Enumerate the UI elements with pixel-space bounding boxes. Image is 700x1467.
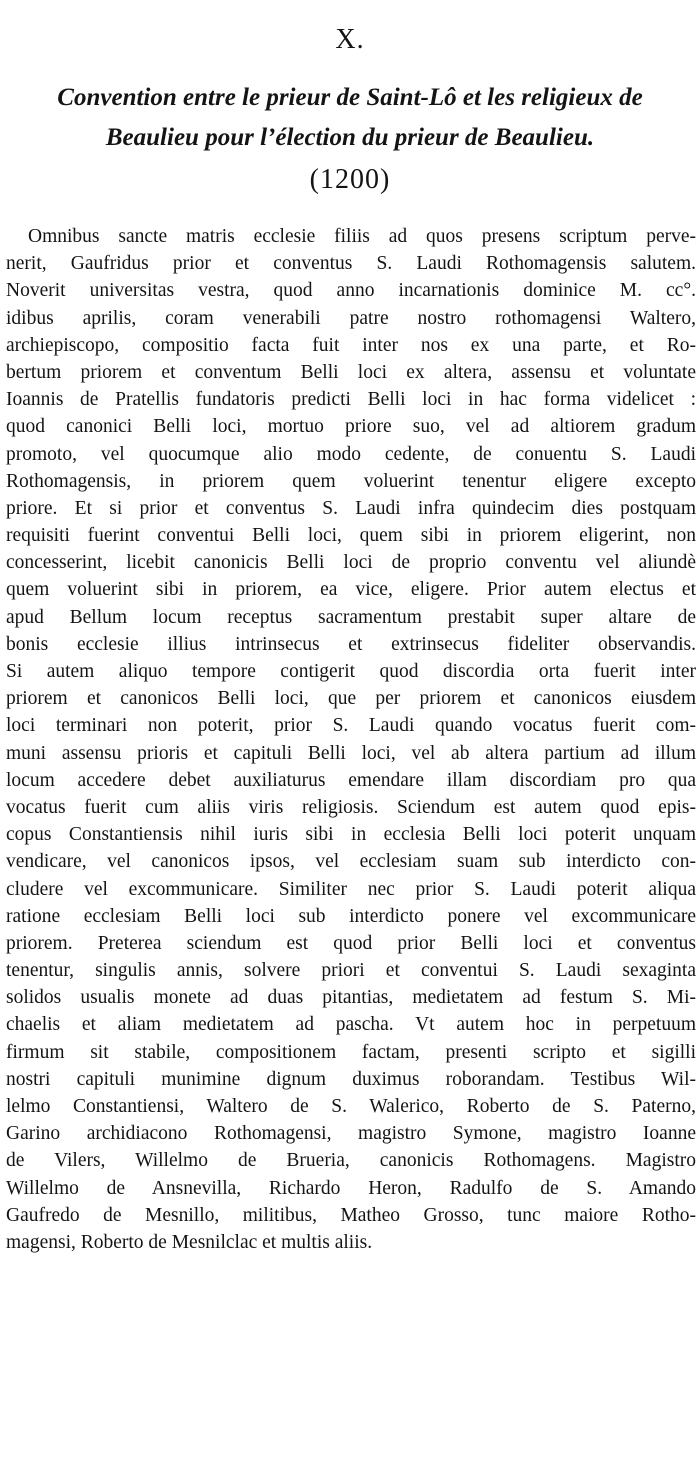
text-line: chaelis et aliam medietatem ad pascha. Vt autem hoc in perpetuum (6, 1014, 696, 1036)
title-line: Convention entre le prieur de Saint-Lô et les religieux de (57, 84, 643, 111)
text-line: vocatus fuerit cum aliis viris religiosis. Sciendum est autem quod epis- (6, 796, 696, 818)
text-line: concesserint, licebit canonicis Belli loci de proprio conventu vel aliundè (6, 552, 696, 574)
text-line: nostri capituli munimine dignum duximus roborandam. Testibus Wil- (6, 1068, 696, 1090)
text-line: magensi, Roberto de Mesnilclac et multis aliis. (6, 1231, 373, 1253)
text-line: requisiti fuerint conventui Belli loci, quem sibi in priorem eligerint, non (6, 525, 696, 547)
text-line: cludere vel excommunicare. Similiter nec prior S. Laudi poterit aliqua (6, 878, 696, 900)
text-line: tenentur, singulis annis, solvere priori et conventui S. Laudi sexaginta (6, 960, 696, 982)
text-line: loci terminari non poterit, prior S. Laudi quando vocatus fuerit com- (6, 715, 696, 737)
text-line: solidos usualis monete ad duas pitantias, medietatem ad festum S. Mi- (6, 987, 696, 1009)
text-line: copus Constantiensis nihil iuris sibi in ecclesia Belli loci poterit unquam (6, 824, 696, 846)
text-line: Garino archidiacono Rothomagensi, magistro Symone, magistro Ioanne (6, 1123, 696, 1145)
text-line: Si autem aliquo tempore contigerit quod discordia orta fuerit inter (6, 661, 696, 682)
body-text (6, 223, 696, 1256)
text-line: apud Bellum locum receptus sacramentum prestabit super altare de (6, 606, 696, 628)
text-line: priorem. Preterea sciendum est quod prior Belli loci et conventus (6, 932, 696, 954)
text-line: de Vilers, Willelmo de Brueria, canonicis Rothomagens. Magistro (6, 1150, 696, 1172)
text-line: archiepiscopo, compositio facta fuit inter nos ex una parte, et Ro- (6, 334, 696, 356)
document-year: (1200) (309, 164, 391, 195)
text-line: Rothomagensis, in priorem quem voluerint tenentur eligere excepto (6, 470, 696, 492)
text-line: quem voluerint sibi in priorem, ea vice, eligere. Prior autem electus et (6, 579, 696, 601)
text-line: firmum sit stabile, compositionem factam, presenti scripto et sigilli (6, 1041, 696, 1063)
text-line: bonis ecclesie illius intrinsecus et extrinsecus fideliter observandis. (6, 633, 696, 655)
text-line: bertum priorem et conventum Belli loci ex altera, assensu et voluntate (6, 361, 696, 383)
text-line: Willelmo de Ansnevilla, Richardo Heron, Radulfo de S. Amando (6, 1177, 696, 1199)
text-line: quod canonici Belli loci, mortuo priore suo, vel ad altiorem gradum (6, 416, 696, 438)
text-line: promoto, vel quocumque alio modo cedente, de conuentu S. Laudi (6, 443, 696, 465)
text-line: priorem et canonicos Belli loci, que per priorem et canonicos eiusdem (6, 688, 696, 710)
text-line: priore. Et si prior et conventus S. Laudi infra quindecim dies postquam (6, 497, 696, 519)
text-line: Noverit universitas vestra, quod anno incarnationis dominice M. cc°. (6, 280, 696, 302)
text-line: nerit, Gaufridus prior et conventus S. Laudi Rothomagensis salutem. (6, 253, 696, 275)
text-line: Ioannis de Pratellis fundatoris predicti Belli loci in hac forma videlicet : (6, 389, 696, 411)
title-line: Beaulieu pour l’élection du prieur de Beaulieu. (105, 124, 595, 151)
text-line: ratione ecclesiam Belli loci sub interdicto ponere vel excommunicare (6, 905, 696, 927)
text-line: lelmo Constantiensi, Waltero de S. Walerico, Roberto de S. Paterno, (6, 1096, 696, 1117)
chapter-number: X. (335, 24, 365, 55)
text-line: Omnibus sancte matris ecclesie filiis ad quos presens scriptum perve- (28, 226, 696, 247)
document-title (10, 78, 690, 158)
text-line: locum accedere debet auxiliaturus emendare illam discordiam pro qua (6, 769, 696, 791)
text-line: vendicare, vel canonicos ipsos, vel ecclesiam suam sub interdicto con- (6, 851, 696, 873)
text-line: Gaufredo de Mesnillo, militibus, Matheo Grosso, tunc maiore Rotho- (6, 1204, 696, 1226)
text-line: idibus aprilis, coram venerabili patre nostro rothomagensi Waltero, (6, 307, 696, 329)
text-line: muni assensu prioris et capituli Belli loci, vel ab altera partium ad illum (6, 742, 696, 764)
